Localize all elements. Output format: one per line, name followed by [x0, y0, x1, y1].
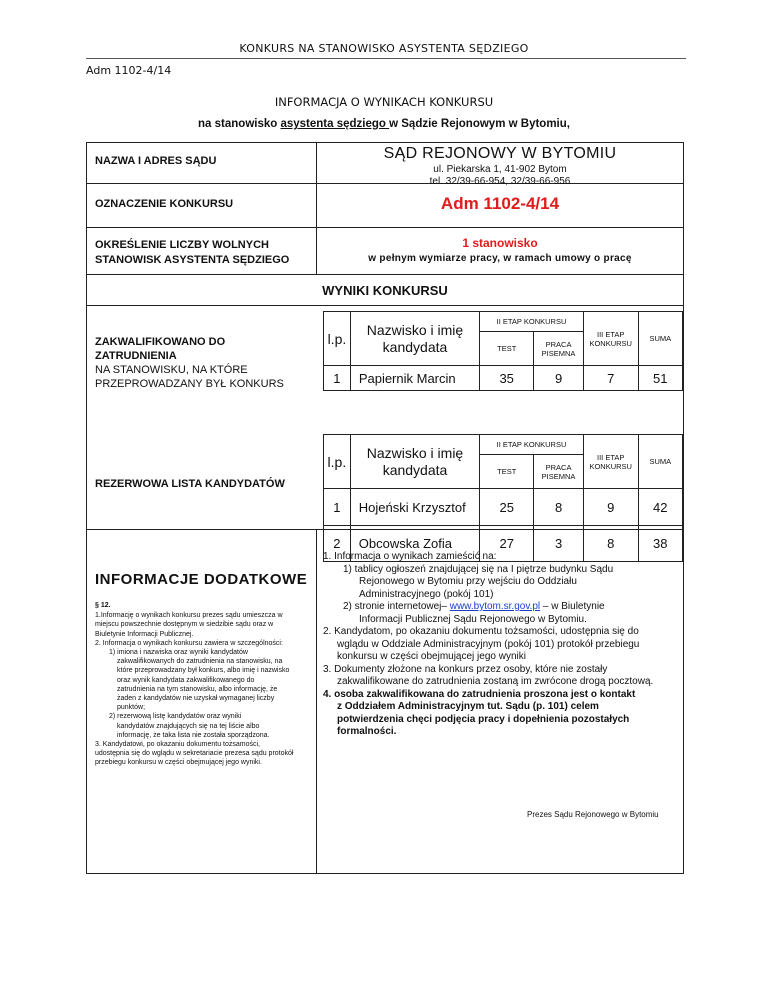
- court-name: SĄD REJONOWY W BYTOMIU: [383, 145, 617, 162]
- work-cell: 3: [534, 526, 584, 562]
- form-frame: [86, 142, 684, 874]
- sum-header: SUMA: [638, 312, 682, 366]
- work-cell: 8: [534, 489, 584, 526]
- stage3-cell: 9: [583, 489, 638, 526]
- signature-line: Prezes Sądu Rejonowego w Bytomiu: [527, 810, 659, 819]
- name-cell: Obcowska Zofia: [350, 526, 479, 562]
- regulation-text: § 12. 1.Informację o wynikach konkursu prezes sądu umieszcza w miejscu powszechnie dostępnym w siedzibie sądu oraz w Biuletynie Informacji Publicznej. 2. Informacja o wynikach konkursu zawiera w szczególności: 1) imiona i nazwiska oraz wyniki kandydatów zakwalifikowanych do zatrudnienia na stanowisku, na które przeprowadzany był konkurs, albo imię i nazwisko oraz wynik kandydata zakwalifikowanego do zatrudnienia na tym stanowisku, albo informację, że żaden z kandydatów nie uzyskał wymaganej liczby punktów; 2) rezerwową listę kandydatów oraz wyniki kandydatów znajdujących się na tej liście albo informację, że taka lista nie została sporządzona. 3. Kandydatowi, po okazaniu dokumentu tożsamości, udostępnia się do wglądu w sekretariacie prezesa sądu protokół przebiegu konkursu w części obejmującej jego wyniki.: [95, 602, 294, 767]
- document-title: INFORMACJA O WYNIKACH KONKURSU: [274, 95, 494, 109]
- test-header: TEST: [480, 332, 534, 366]
- stage3-header: III ETAP KONKURSU: [583, 435, 638, 489]
- info-list: 1. Informacja o wynikach zamieścić na: 1) tablicy ogłoszeń znajdującej się na I piętrze budynku Sądu Rejonowego w Bytomiu przy wejściu do Oddziału Administracyjnego (pokój 101) 2) stronie internetowej– www.bytom.sr.gov.pl – w Biuletynie Informacji Publicznej Sądu Rejonowego w Bytomiu. 2. Kandydatom, po okazaniu dokumentu tożsamości, udostępnia się do wglądu w Oddziale Administracyjnym (pokój 101) protokół przebiegu konkursu w części obejmującej jego wyniki 3. Dokumenty złożone na konkurs przez osoby, które nie zostały zakwalifikowane do zatrudnienia zostaną im zwrócone drogą pocztową. 4. osoba zakwalifikowana do zatrudnienia proszona jest o kontakt z Oddziałem Administracyjnym tut. Sądu (p. 101) celem potwierdzenia chęci podjęcia pracy i dopełnienia pozostałych formalności.: [323, 551, 654, 737]
- court-phone: tel. 32/39-66-954, 32/39-66-956: [429, 176, 571, 187]
- slots-value: 1 stanowisko: [462, 236, 538, 250]
- name-header: Nazwisko i imię kandydata: [350, 312, 479, 366]
- name-cell: Hojeński Krzysztof: [350, 489, 479, 526]
- work-cell: 9: [534, 366, 584, 391]
- website-link[interactable]: www.bytom.sr.gov.pl: [449, 601, 541, 612]
- test-cell: 25: [480, 489, 534, 526]
- name-cell: Papiernik Marcin: [350, 366, 479, 391]
- qualified-label: ZAKWALIFIKOWANO DO ZATRUDNIENIA NA STANOWISKU, NA KTÓRE PRZEPROWADZANY BYŁ KONKURS: [95, 336, 284, 390]
- reserve-table: [323, 434, 683, 562]
- sum-header: SUMA: [638, 435, 682, 489]
- stage2-header: II ETAP KONKURSU: [480, 312, 584, 332]
- sum-cell: 42: [638, 489, 682, 526]
- additional-info-title: INFORMACJE DODATKOWE: [95, 571, 308, 588]
- results-title: WYNIKI KONKURSU: [322, 283, 448, 298]
- lp-header: l.p.: [324, 312, 351, 366]
- reserve-label: REZERWOWA LISTA KANDYDATÓW: [95, 478, 285, 490]
- document-subtitle: na stanowisko asystenta sędziego w Sądzie Rejonowym w Bytomiu,: [198, 118, 570, 130]
- lp-cell: 2: [324, 526, 351, 562]
- lp-cell: 1: [324, 366, 351, 391]
- test-cell: 35: [480, 366, 534, 391]
- sum-cell: 38: [638, 526, 682, 562]
- lp-cell: 1: [324, 489, 351, 526]
- qualified-table: [323, 311, 683, 391]
- header-divider: [86, 58, 686, 59]
- table-row: [324, 489, 683, 526]
- work-header: PRACA PISEMNA: [534, 455, 584, 489]
- stage3-cell: 8: [583, 526, 638, 562]
- table-row: [324, 366, 683, 391]
- court-label: NAZWA I ADRES SĄDU: [95, 155, 217, 167]
- document-header: KONKURS NA STANOWISKO ASYSTENTA SĘDZIEGO: [239, 42, 529, 55]
- stage3-cell: 7: [583, 366, 638, 391]
- slots-note: w pełnym wymiarze pracy, w ramach umowy o pracę: [368, 253, 632, 264]
- stage3-header: III ETAP KONKURSU: [583, 312, 638, 366]
- court-address: ul. Piekarska 1, 41-902 Bytom: [433, 164, 567, 175]
- test-cell: 27: [480, 526, 534, 562]
- code-value: Adm 1102-4/14: [440, 194, 560, 213]
- stage2-header: II ETAP KONKURSU: [480, 435, 584, 455]
- test-header: TEST: [480, 455, 534, 489]
- sum-cell: 51: [638, 366, 682, 391]
- name-header: Nazwisko i imię kandydata: [350, 435, 479, 489]
- work-header: PRACA PISEMNA: [534, 332, 584, 366]
- slots-label: OKREŚLENIE LICZBY WOLNYCH STANOWISK ASYSTENTA SĘDZIEGO: [95, 239, 290, 266]
- reference-number: Adm 1102-4/14: [86, 64, 172, 77]
- code-label: OZNACZENIE KONKURSU: [95, 198, 234, 210]
- lp-header: l.p.: [324, 435, 351, 489]
